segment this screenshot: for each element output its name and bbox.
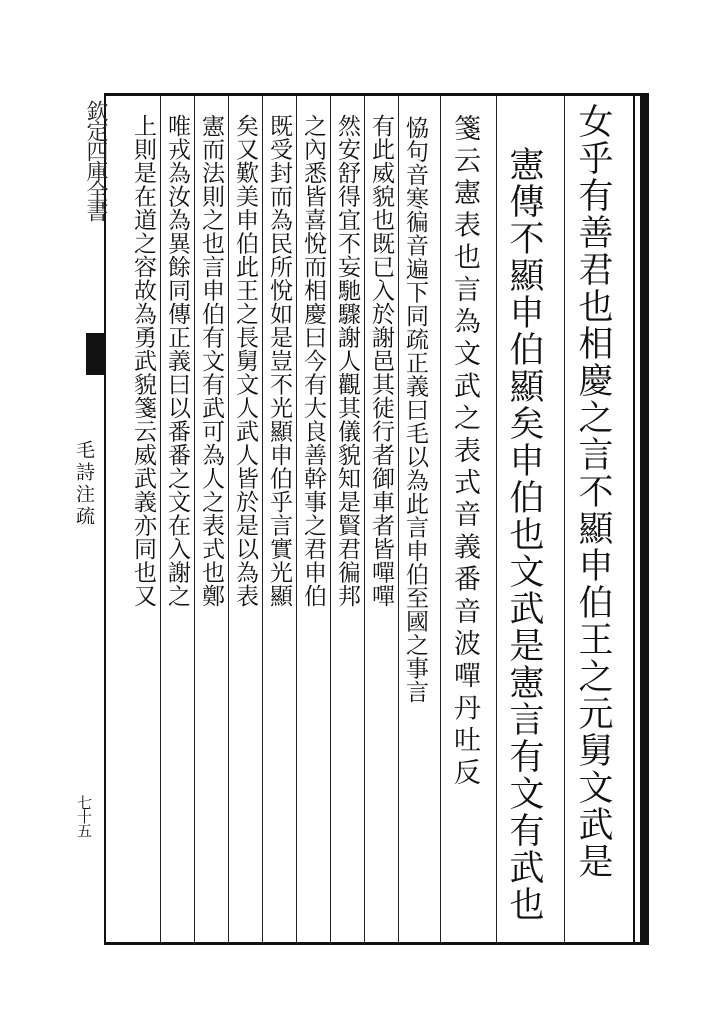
text-column-11: 唯戎為汝為異餘同傳正義曰以番番之文在入謝之 [164,114,190,608]
text-column-5: 有此威貌也既已入於謝邑其徒行者御車者皆嘽嘽 [368,114,394,608]
spine-collection-title: 欽定四庫全書 [83,100,108,220]
column-rule [296,96,297,942]
column-rule [440,96,441,942]
spine-fishtail-mark [86,333,105,375]
text-column-3: 箋云憲表也言為文武之表式音義番音波嘽丹吐反 [449,114,480,791]
frame-left-border [104,93,106,945]
text-column-1: 女乎有善君也相慶之言不顯申伯王之元舅文武是 [573,103,613,880]
text-column-2: 憲傳不顯申伯顯矣申伯也文武是憲言有文有武也 [504,146,544,923]
column-rule [398,96,399,942]
text-column-9: 矣又歎美申伯此王之長舅文人武人皆於是以為表 [232,114,258,608]
text-column-4: 恊句音寒徧音遍下同疏正義曰毛以為此言申伯至國之事言 [402,116,428,704]
text-column-12: 上則是在道之容故為勇武貌箋云威武義亦同也又 [130,114,156,608]
column-rule [194,96,195,942]
column-rule [564,96,565,942]
frame-top-border [104,93,649,96]
column-rule [160,96,161,942]
frame-right-border [640,93,649,945]
column-rule [496,96,497,942]
text-column-8: 既受封而為民所悅如是豈不光顯申伯乎言實光顯 [266,114,292,608]
frame-right-inner-border [633,96,635,942]
spine-book-title: 毛詩注疏 [73,440,95,528]
column-rule [228,96,229,942]
column-rule [364,96,365,942]
frame-bottom-border [104,942,649,945]
text-column-7: 之內悉皆喜悅而相慶曰今有大良善幹事之君申伯 [300,114,326,608]
column-rule [262,96,263,942]
spine-page-number: 七十五 [75,795,93,837]
text-column-10: 憲而法則之也言申伯有文有武可為人之表式也鄭 [198,114,224,608]
text-column-6: 然安舒得宜不妄馳驟謝人觀其儀貌知是賢君徧邦 [334,114,360,608]
column-rule [330,96,331,942]
